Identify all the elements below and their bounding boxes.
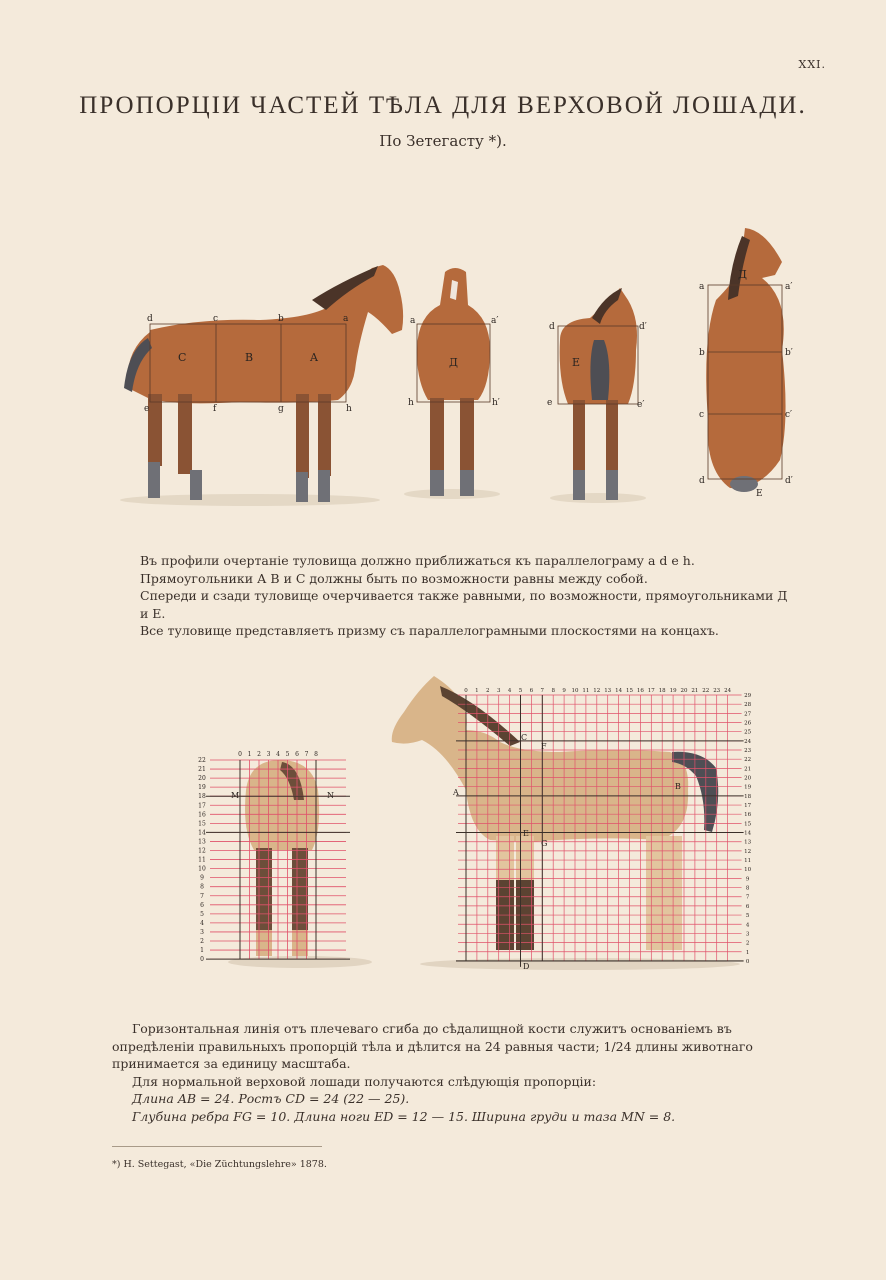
- label-rear-d: d: [549, 322, 555, 332]
- label-rear-e: e: [547, 398, 553, 408]
- top-label-d: d: [699, 476, 705, 486]
- caption-line-1: Въ профили очертаніе туловища должно приближаться къ параллелограму a d e h.: [140, 553, 695, 568]
- page-subtitle: По Зетегасту *).: [379, 132, 507, 150]
- grid-front-top-tick: 7: [304, 751, 309, 758]
- grid-side-top-tick: 9: [562, 688, 566, 694]
- grid-front-side-tick: 9: [200, 874, 204, 882]
- grid-side-right-tick: 11: [744, 858, 752, 865]
- label-A: A: [453, 788, 459, 797]
- grid-side-right-tick: 5: [745, 913, 750, 920]
- grid-front-side-tick: 22: [198, 757, 206, 764]
- top-label-D: Д: [738, 268, 747, 281]
- caption-line-3: Спереди и сзади туловище очерчивается также равными, по возможности, прямоугольниками Д и Е.: [140, 588, 788, 621]
- top-label-d-prime: d′: [785, 476, 793, 486]
- grid-front-side-tick: 19: [198, 784, 206, 792]
- grid-side-top-tick: 3: [496, 688, 501, 694]
- grid-front: [206, 760, 350, 959]
- label-rear-d-prime: d′: [639, 322, 647, 332]
- grid-front-side-tick: 1: [200, 947, 204, 955]
- grid-side-top-tick: 0: [464, 688, 468, 694]
- grid-side-top-tick: 21: [691, 688, 699, 694]
- grid-front-side-tick: 7: [200, 892, 204, 900]
- plate-number: XXI.: [798, 58, 826, 71]
- label-b: b: [278, 314, 284, 324]
- proportion-line-1: Длина AB = 24. Ростъ CD = 24 (22 — 25).: [132, 1091, 410, 1106]
- grid-front-side-tick: 8: [200, 883, 204, 891]
- region-D: Д: [449, 356, 458, 369]
- grid-front-side-tick: 6: [200, 901, 204, 909]
- grid-side-top-tick: 19: [669, 688, 677, 694]
- grid-side-top-tick: 23: [713, 688, 721, 694]
- label-e: e: [144, 404, 150, 414]
- footnote-divider: [112, 1146, 322, 1147]
- label-D: D: [523, 962, 530, 971]
- grid-front-top-tick: 2: [257, 751, 261, 758]
- grid-side-right-tick: 9: [745, 876, 750, 883]
- label-M: M: [231, 791, 240, 800]
- caption-line-2: Прямоугольники А В и С должны быть по возможности равны между собой.: [140, 570, 648, 586]
- label-a: a: [343, 314, 349, 324]
- grid-side-right-tick: 13: [744, 839, 752, 846]
- grid-side-top-tick: 11: [582, 688, 590, 694]
- label-E: E: [523, 829, 529, 838]
- label-rear-e-prime: e′: [637, 400, 645, 410]
- grid-side-right-tick: 24: [744, 738, 752, 745]
- grid-front-side-tick: 17: [198, 802, 206, 810]
- grid-front-side-tick: 4: [200, 919, 204, 927]
- grid-front-side-tick: 16: [198, 811, 206, 819]
- page-title: ПРОПОРЦІИ ЧАСТЕЙ ТѢЛА ДЛЯ ВЕРХОВОЙ ЛОШАДИ.: [79, 92, 807, 119]
- top-label-a-prime: a′: [785, 282, 793, 292]
- grid-front-side-tick: 12: [198, 847, 206, 855]
- label-F: F: [541, 742, 547, 751]
- footnote: *) H. Settegast, «Die Züchtungslehre» 1878.: [112, 1159, 327, 1170]
- top-label-a: a: [699, 282, 705, 292]
- region-E: E: [572, 356, 581, 369]
- grid-side-right-tick: 4: [745, 922, 750, 929]
- caption-paragraph: Горизонтальная линія отъ плечеваго сгиба до сѣдалищной кости служитъ основаніемъ въ опредѣленіи правильныхъ пропорцій тѣла и дѣлится на 24 равныя части; 1/24 длины животнаго принимается за единицу масштаба.: [112, 1021, 753, 1071]
- grid-front-top-tick: 3: [266, 751, 271, 758]
- grid-front-top-tick: 4: [276, 751, 280, 758]
- grid-front-side-tick: 14: [198, 829, 206, 837]
- top-label-b: b: [699, 348, 705, 358]
- grid-front-side-tick: 21: [198, 766, 206, 774]
- grid-front-side-tick: 18: [198, 793, 206, 801]
- grid-side-top-tick: 6: [529, 688, 534, 694]
- grid-side-right-tick: 20: [744, 775, 752, 782]
- grid-side-right-tick: 26: [744, 720, 752, 727]
- grid-side-right-tick: 7: [745, 894, 750, 901]
- top-label-c: c: [699, 410, 705, 420]
- grid-front-side-tick: 0: [200, 956, 204, 964]
- top-label-E: E: [756, 489, 763, 499]
- label-g: g: [278, 404, 284, 414]
- grid-side-top-tick: 20: [680, 688, 688, 694]
- grid-side-top-tick: 5: [518, 688, 523, 694]
- label-c: c: [213, 314, 219, 324]
- grid-side-right-tick: 28: [744, 702, 752, 709]
- label-front-a: a: [410, 316, 416, 326]
- top-label-b-prime: b′: [785, 348, 793, 358]
- grid-front-top-tick: 1: [247, 751, 252, 758]
- grid-front-side-tick: 15: [198, 820, 206, 828]
- grid-side-right-tick: 8: [745, 885, 750, 892]
- grid-side-horse-illustration: [392, 676, 740, 970]
- caption-figure-2: [112, 1020, 792, 1125]
- label-front-h: h: [408, 398, 414, 408]
- grid-front-side-tick: 2: [200, 938, 204, 945]
- grid-side-top-tick: 17: [647, 688, 655, 694]
- grid-side-top-tick: 8: [551, 688, 555, 694]
- grid-side-right-tick: 14: [744, 830, 752, 837]
- grid-front-side-tick: 20: [198, 775, 206, 783]
- label-C: C: [521, 733, 528, 742]
- grid-side-right-tick: 25: [744, 729, 752, 736]
- grid-side-right-tick: 22: [744, 757, 752, 764]
- region-B: B: [245, 351, 254, 364]
- region-A: A: [310, 351, 318, 364]
- grid-side-right-tick: 19: [744, 784, 752, 791]
- grid-side-top-tick: 22: [702, 688, 710, 694]
- grid-side-right-tick: 16: [744, 812, 752, 819]
- caption-intro: Для нормальной верховой лошади получаются слѣдующія пропорціи:: [132, 1073, 597, 1089]
- label-d: d: [147, 314, 153, 324]
- grid-side-right-tick: 23: [744, 748, 752, 755]
- grid-side-right-tick: 2: [745, 940, 750, 947]
- grid-side-right-tick: 10: [744, 867, 752, 874]
- label-front-h-prime: h′: [492, 398, 500, 408]
- grid-side-top-tick: 18: [658, 688, 666, 694]
- grid-front-side-tick: 5: [200, 910, 204, 918]
- grid-side-top-tick: 16: [636, 688, 644, 694]
- grid-side-top-tick: 1: [475, 688, 479, 694]
- grid-side-top-tick: 15: [626, 688, 633, 694]
- grid-side-top-tick: 14: [615, 688, 623, 694]
- caption-line-4: Все туловище представляетъ призму съ параллелограмными плоскостями на концахъ.: [140, 623, 719, 638]
- grid-front-top-tick: 6: [295, 751, 299, 758]
- grid-side-top-tick: 12: [593, 688, 601, 694]
- grid-side-right-tick: 1: [745, 949, 750, 956]
- label-B: B: [675, 782, 681, 791]
- grid-front-side-tick: 13: [198, 838, 206, 846]
- grid-side-top-tick: 10: [571, 688, 579, 694]
- grid-front-side-tick: 11: [198, 856, 206, 864]
- grid-side-top-tick: 4: [507, 688, 512, 694]
- grid-side-top-tick: 24: [724, 688, 732, 694]
- grid-side-right-tick: 15: [744, 821, 752, 828]
- grid-front-top-tick: 0: [238, 751, 242, 758]
- top-label-c-prime: c′: [785, 410, 793, 420]
- label-N: N: [327, 791, 334, 800]
- grid-side-right-tick: 21: [744, 766, 752, 773]
- grid-side-right-tick: 12: [744, 848, 752, 855]
- label-f: f: [213, 404, 217, 414]
- grid-side-right-tick: 27: [744, 711, 752, 718]
- grid-side-right-tick: 6: [745, 903, 750, 910]
- label-front-a-prime: a′: [491, 316, 499, 326]
- grid-side-right-tick: 18: [744, 793, 752, 800]
- grid-front-top-tick: 5: [285, 751, 290, 758]
- grid-side-right-tick: 0: [745, 958, 750, 965]
- grid-side-top-tick: 7: [540, 688, 545, 694]
- grid-side-right-tick: 3: [745, 931, 750, 938]
- proportion-line-2: Глубина ребра FG = 10. Длина ноги ED = 12 — 15. Ширина груди и таза MN = 8.: [132, 1108, 676, 1124]
- grid-front-side-tick: 10: [198, 865, 206, 873]
- grid-front-top-tick: 8: [314, 751, 318, 758]
- region-C: C: [178, 351, 187, 364]
- label-h: h: [346, 404, 352, 414]
- grid-side-right-tick: 29: [744, 693, 752, 699]
- grid-side-top-tick: 2: [486, 688, 490, 694]
- grid-side-top-tick: 13: [604, 688, 612, 694]
- grid-side-right-tick: 17: [744, 803, 752, 810]
- grid-front-side-tick: 3: [200, 928, 204, 936]
- label-G: G: [541, 839, 548, 848]
